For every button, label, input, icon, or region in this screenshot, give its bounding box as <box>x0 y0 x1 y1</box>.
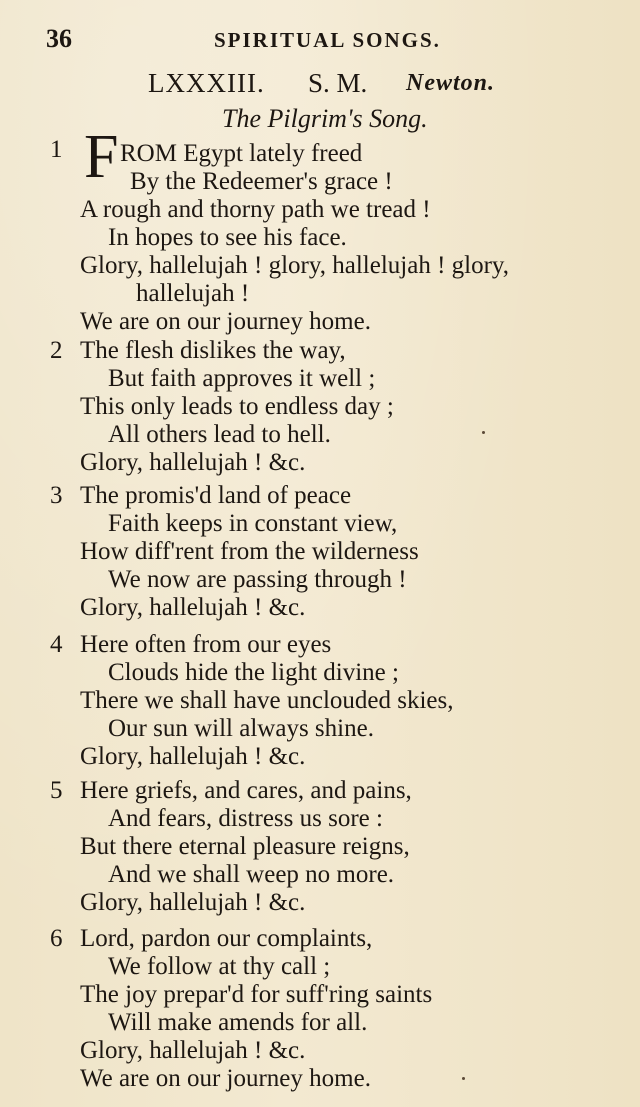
page-number: 36 <box>46 24 72 53</box>
verse-line: How diff'rent from the wilderness <box>80 538 419 565</box>
verse-line: The promis'd land of peace <box>80 482 352 509</box>
verse-line: All others lead to hell. <box>108 421 331 448</box>
verse-line: But faith approves it well ; <box>108 365 376 392</box>
verse-line: In hopes to see his face. <box>108 224 347 251</box>
hymn-heading <box>148 68 528 106</box>
verse-line: We are on our journey home. <box>80 308 371 335</box>
verse-line: Glory, hallelujah ! &c. <box>80 743 306 770</box>
verse-line: The joy prepar'd for suff'ring saints <box>80 981 433 1008</box>
verse-line: There we shall have unclouded skies, <box>80 687 454 714</box>
verse-line: We follow at thy call ; <box>108 953 331 980</box>
verse-line: The flesh dislikes the way, <box>80 337 346 364</box>
verse-line: We now are passing through ! <box>108 566 407 593</box>
verse-line: Glory, hallelujah ! &c. <box>80 449 306 476</box>
verse-line: Glory, hallelujah ! &c. <box>80 889 306 916</box>
verse-line: This only leads to endless day ; <box>80 393 394 420</box>
verse-line: Glory, hallelujah ! &c. <box>80 1037 306 1064</box>
verse-number: 6 <box>50 925 63 952</box>
verse-line: A rough and thorny path we tread ! <box>80 196 431 223</box>
verse-line: Glory, hallelujah ! glory, hallelujah ! glory, <box>80 252 510 279</box>
hymn-number: LXXXIII. <box>148 68 265 98</box>
verse-line: We are on our journey home. <box>80 1065 371 1092</box>
verse-line: Clouds hide the light divine ; <box>108 659 399 686</box>
verse-line: And fears, distress us sore : <box>108 805 383 832</box>
verse-number: 2 <box>50 337 63 364</box>
verse-line: But there eternal pleasure reigns, <box>80 833 410 860</box>
verse-number: 1 <box>50 136 63 163</box>
verse-number: 5 <box>50 777 63 804</box>
verse-line: Our sun will always shine. <box>108 715 374 742</box>
drop-cap: F <box>84 123 119 191</box>
verse-line: By the Redeemer's grace ! <box>130 168 393 195</box>
song-title: The Pilgrim's Song. <box>222 104 428 133</box>
verse-number: 4 <box>50 631 63 658</box>
verse-line: Will make amends for all. <box>108 1009 368 1036</box>
verse-line: hallelujah ! <box>136 280 250 307</box>
verse-line: Here griefs, and cares, and pains, <box>80 777 412 804</box>
verse-line: Lord, pardon our complaints, <box>80 925 373 952</box>
verse-line: Glory, hallelujah ! &c. <box>80 594 306 621</box>
verse-line: Here often from our eyes <box>80 631 332 658</box>
ink-speck <box>482 431 485 434</box>
verse-line: Faith keeps in constant view, <box>108 510 398 537</box>
page-header <box>46 24 606 64</box>
verse-line: ROM Egypt lately freed <box>120 140 363 167</box>
hymn-author: Newton. <box>406 70 496 96</box>
verse-line: And we shall weep no more. <box>108 861 395 888</box>
running-title: SPIRITUAL SONGS. <box>214 28 441 52</box>
hymn-meter: S. M. <box>308 68 368 98</box>
ink-speck <box>462 1077 465 1080</box>
verse-number: 3 <box>50 482 63 509</box>
